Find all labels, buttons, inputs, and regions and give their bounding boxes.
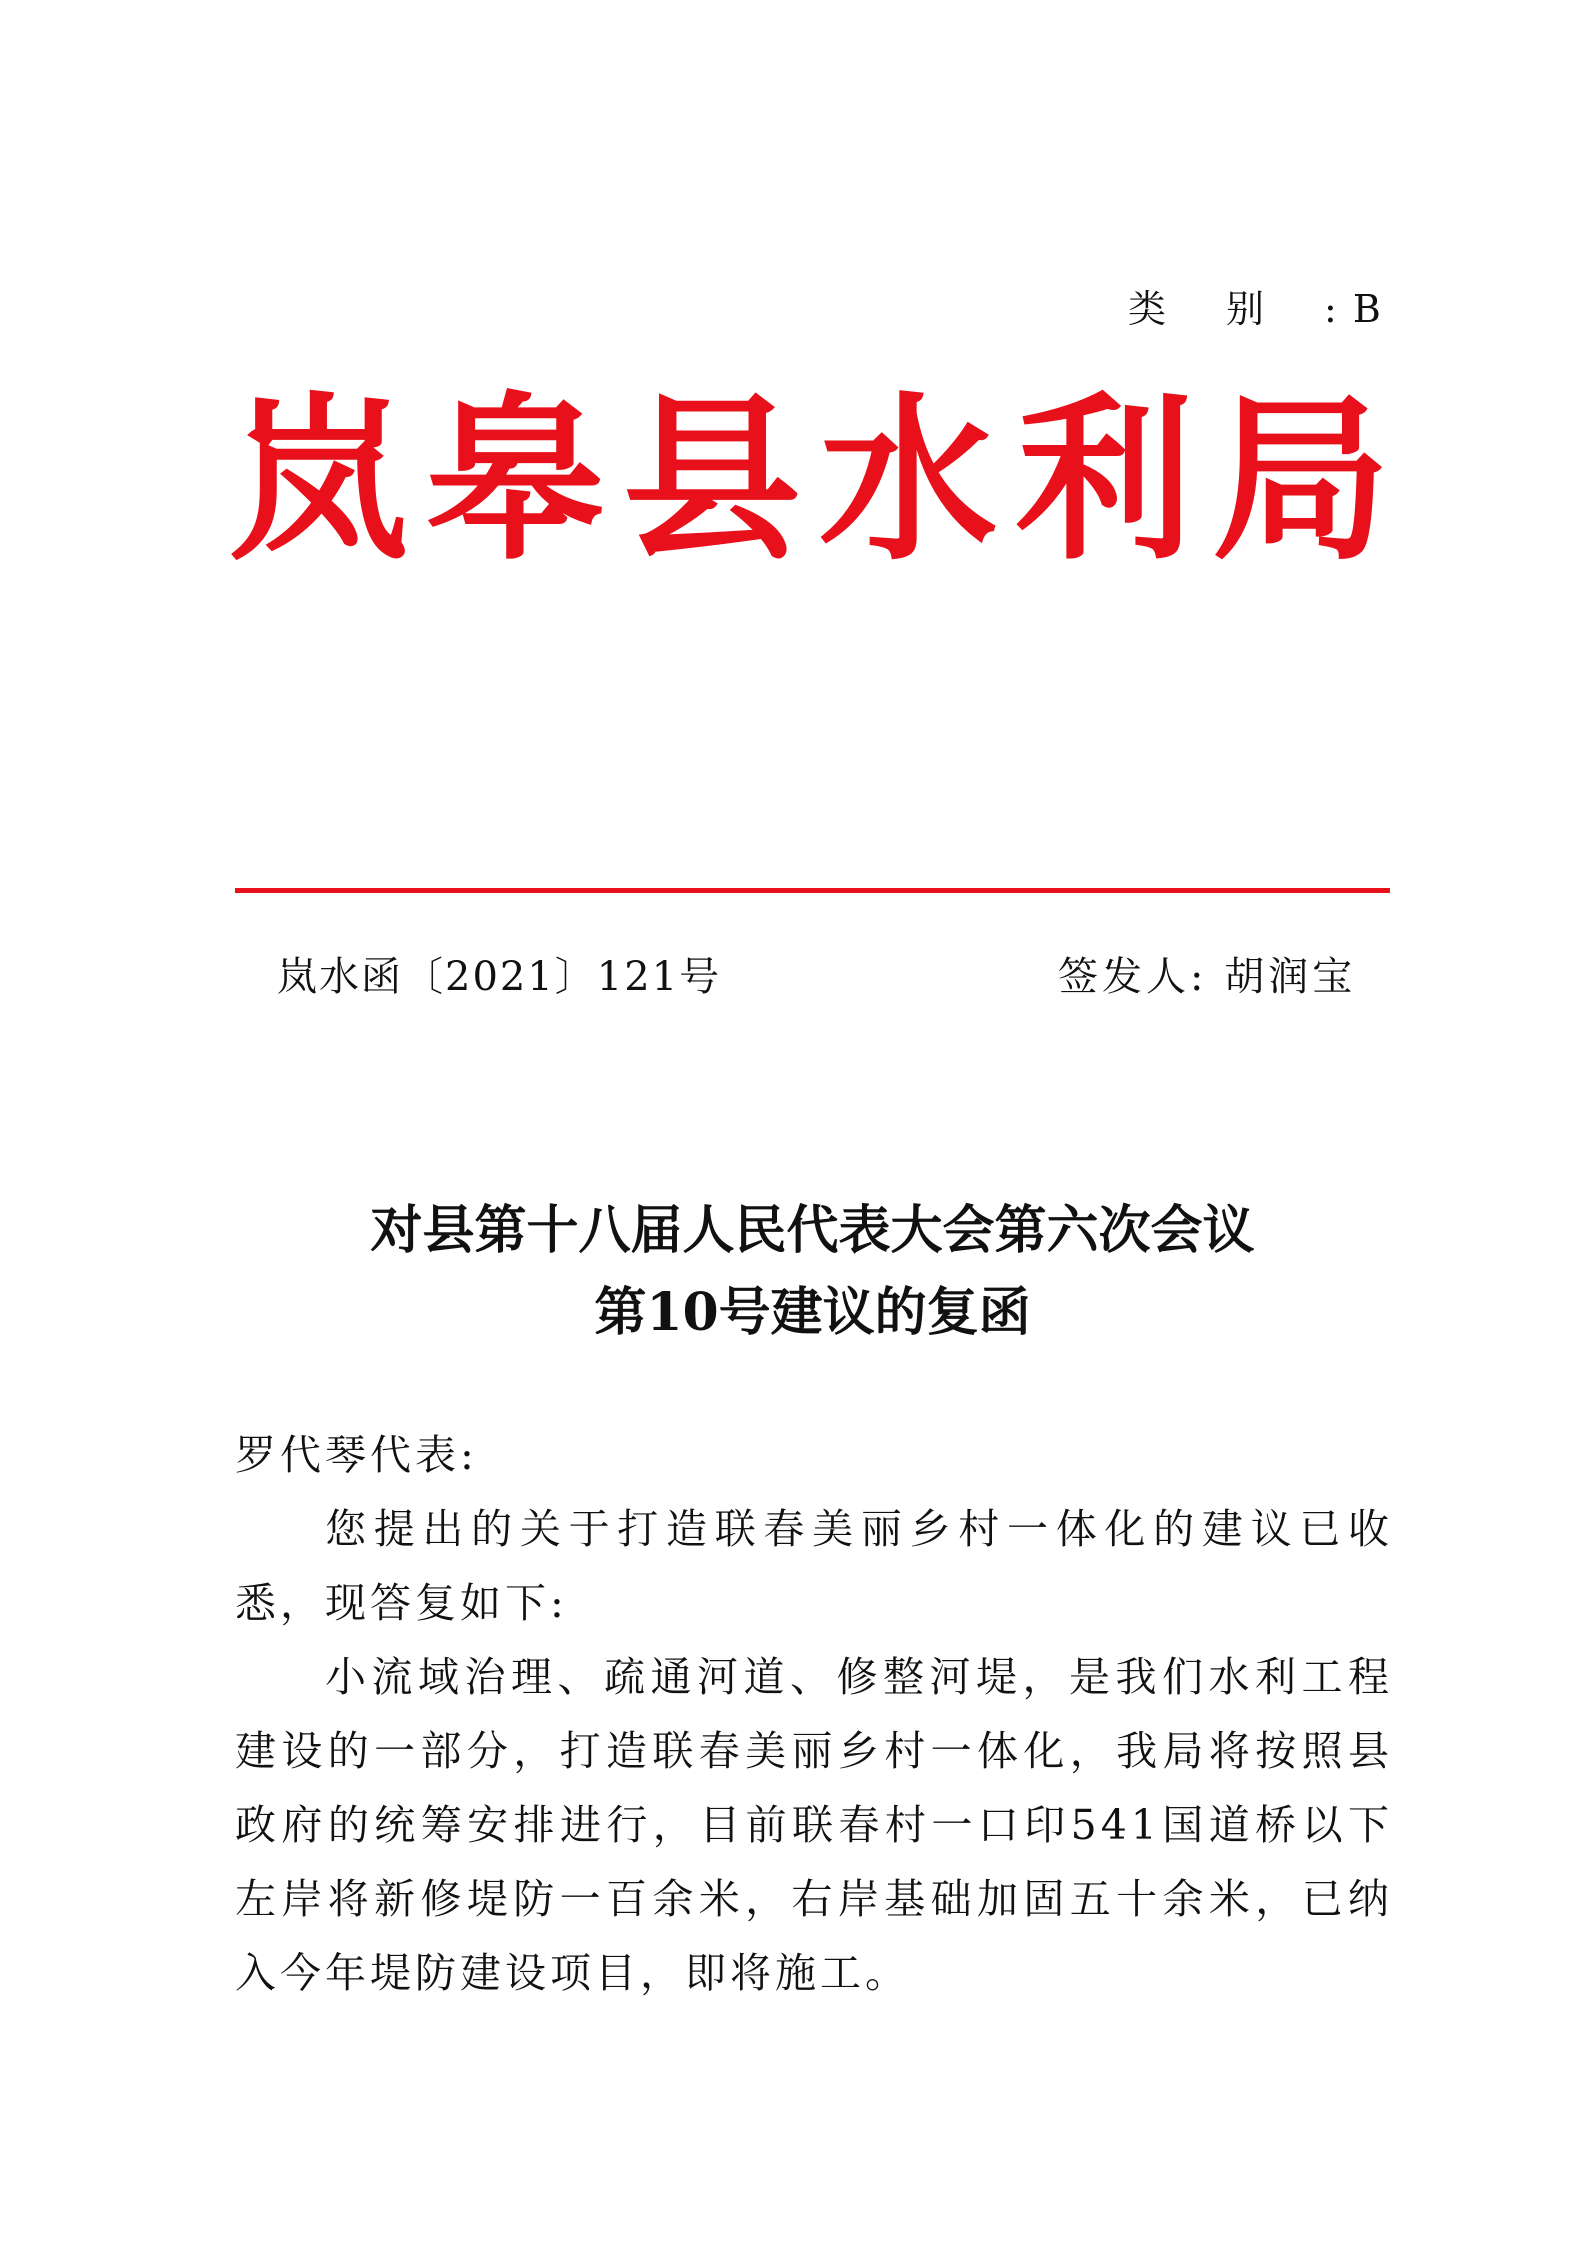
document-category — [1128, 278, 1383, 333]
document-title — [235, 1190, 1390, 1354]
category-label: 类别 — [1128, 287, 1325, 331]
issuing-authority-masthead — [230, 375, 1390, 585]
body-paragraph-1: 您提出的关于打造联春美丽乡村一体化的建议已收悉，现答复如下: — [235, 1505, 1393, 1627]
masthead-char: 局 — [1211, 375, 1390, 584]
document-number: 岚水函〔2021〕121号 — [277, 954, 722, 1000]
red-divider-line — [235, 888, 1390, 893]
issuer-signature: 签发人: 胡润宝 — [1058, 954, 1357, 1000]
body-paragraph-2: 小流域治理、疏通河道、修整河堤，是我们水利工程建设的一部分，打造联春美丽乡村一体化，我局将按照县政府的统筹安排进行，目前联春村一口印541国道桥以下左岸将新修堤防一百余米，右岸基础加固五十余米，已纳入今年堤防建设项目，即将施工。 — [235, 1653, 1393, 1997]
document-body — [235, 1418, 1393, 2010]
salutation: 罗代琴代表: — [235, 1431, 478, 1479]
title-line-1: 对县第十八届人民代表大会第六次会议 — [370, 1200, 1255, 1261]
masthead-char: 岚 — [230, 375, 408, 584]
masthead-char: 利 — [1015, 375, 1194, 584]
masthead-char: 水 — [819, 375, 998, 584]
category-value: : B — [1324, 287, 1383, 331]
masthead-char: 皋 — [426, 375, 605, 584]
title-line-2: 第10号建议的复函 — [594, 1282, 1031, 1343]
masthead-char: 县 — [622, 375, 801, 584]
